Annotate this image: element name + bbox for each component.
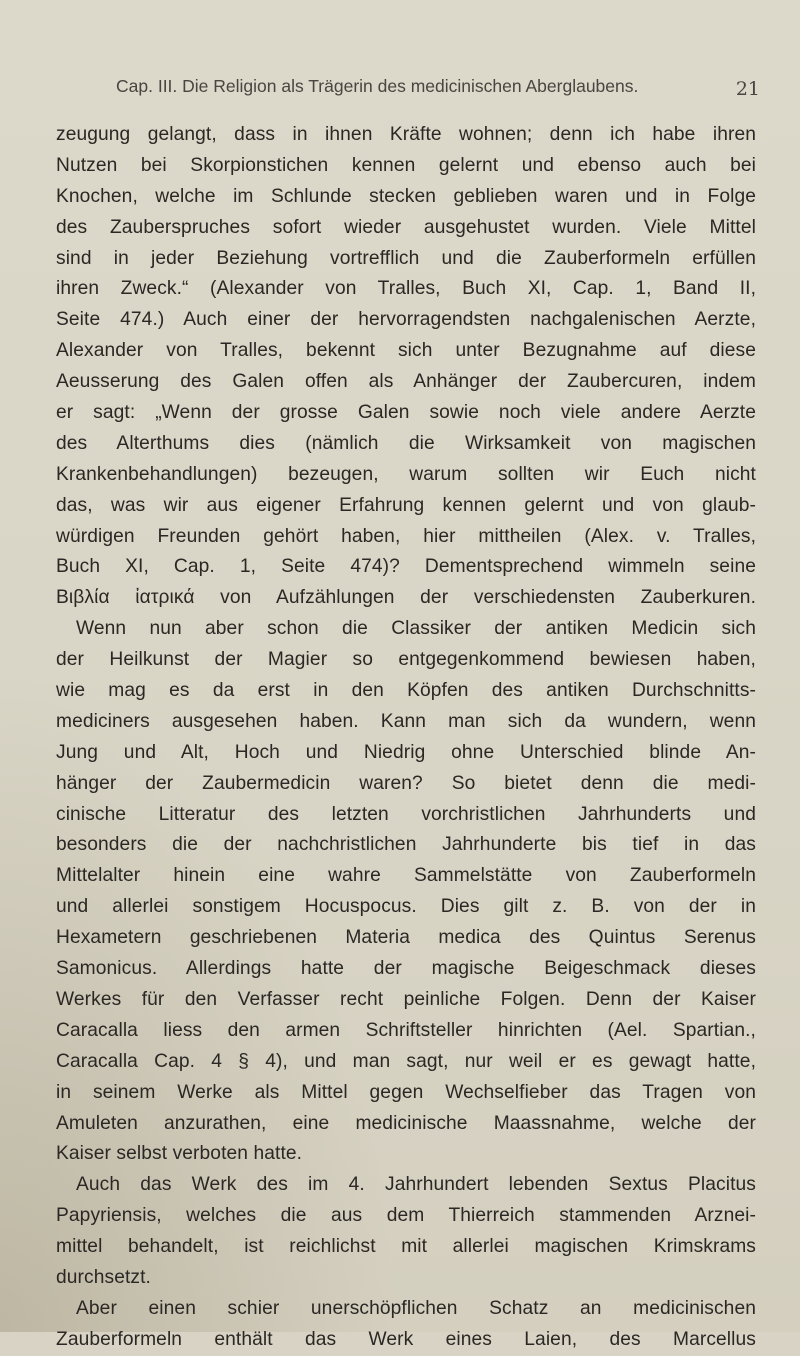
text-line: Seite 474.) Auch einer der hervorragendsten nachgalenischen Aerzte, [56, 309, 756, 331]
text-line: Βιβλία ἰατρικά von Aufzählungen der verschiedensten Zauberkuren. [56, 587, 756, 609]
text-line: durchsetzt. [56, 1266, 151, 1288]
text-line: und allerlei sonstigem Hocuspocus. Dies gilt z. B. von der in [56, 896, 756, 918]
text-line: des Zauberspruches sofort wieder ausgehustet wurden. Viele Mittel [56, 216, 756, 238]
text-line: zeugung gelangt, dass in ihnen Kräfte wohnen; denn ich habe ihren [56, 124, 756, 145]
text-line: Alexander von Tralles, bekennt sich unter Bezugnahme auf diese [56, 340, 756, 362]
text-line: sind in jeder Beziehung vortrefflich und die Zauberformeln erfüllen [56, 247, 756, 269]
text-line: Hexametern geschriebenen Materia medica des Quintus Serenus [56, 927, 756, 949]
text-line: der Heilkunst der Magier so entgegenkommend bewiesen haben, [56, 649, 756, 671]
text-line: Wenn nun aber schon die Classiker der antiken Medicin sich [76, 618, 756, 640]
page-number: 21 [735, 78, 760, 100]
text-line: Buch XI, Cap. 1, Seite 474)? Dementsprechend wimmeln seine [56, 556, 756, 578]
chapter-title: Cap. III. Die Religion als Trägerin des medicinischen Aberglaubens. [116, 76, 639, 96]
text-line: Krankenbehandlungen) bezeugen, warum sollten wir Euch nicht [56, 463, 756, 485]
text-line: Aber einen schier unerschöpflichen Schatz an medicinischen [76, 1297, 756, 1319]
text-line: Amuleten anzurathen, eine medicinische Maassnahme, welche der [56, 1112, 756, 1134]
text-line: Zauberformeln enthält das Werk eines Laien, des Marcellus [56, 1328, 756, 1350]
body-text [56, 120, 756, 1356]
text-line: Werkes für den Verfasser recht peinliche Folgen. Denn der Kaiser [56, 988, 756, 1010]
text-line: das, was wir aus eigener Erfahrung kennen gelernt und von glaub- [56, 494, 756, 516]
running-header [116, 76, 760, 100]
text-line: hänger der Zaubermedicin waren? So bietet denn die medi- [56, 772, 756, 794]
text-line: besonders die der nachchristlichen Jahrhunderte bis tief in das [56, 834, 756, 856]
text-line: Knochen, welche im Schlunde stecken geblieben waren und in Folge [56, 185, 756, 207]
text-line: er sagt: „Wenn der grosse Galen sowie noch viele andere Aerzte [56, 402, 756, 424]
text-line: Papyriensis, welches die aus dem Thierreich stammenden Arznei- [56, 1205, 756, 1227]
text-line: des Alterthums dies (nämlich die Wirksamkeit von magischen [56, 432, 756, 454]
text-line: Nutzen bei Skorpionstichen kennen gelernt und ebenso auch bei [56, 154, 756, 176]
text-line: Aeusserung des Galen offen als Anhänger der Zaubercuren, indem [56, 371, 756, 393]
text-line: mediciners ausgesehen haben. Kann man sich da wundern, wenn [56, 710, 756, 732]
text-line: Mittelalter hinein eine wahre Sammelstätte von Zauberformeln [56, 865, 756, 887]
text-line: Jung und Alt, Hoch und Niedrig ohne Unterschied blinde An- [56, 741, 756, 763]
text-line: Caracalla liess den armen Schriftsteller hinrichten (Ael. Spartian., [56, 1019, 756, 1041]
text-line: Caracalla Cap. 4 § 4), und man sagt, nur weil er es gewagt hatte, [56, 1050, 756, 1072]
text-line: ihren Zweck.“ (Alexander von Tralles, Buch XI, Cap. 1, Band II, [56, 278, 756, 300]
text-line: Samonicus. Allerdings hatte der magische Beigeschmack dieses [56, 958, 756, 980]
text-line: Kaiser selbst verboten hatte. [56, 1143, 303, 1165]
text-line: würdigen Freunden gehört haben, hier mittheilen (Alex. v. Tralles, [56, 525, 756, 547]
text-line: in seinem Werke als Mittel gegen Wechselfieber das Tragen von [56, 1081, 756, 1103]
text-line: wie mag es da erst in den Köpfen des antiken Durchschnitts- [56, 680, 756, 702]
text-line: Auch das Werk des im 4. Jahrhundert lebenden Sextus Placitus [76, 1174, 756, 1196]
text-line: cinische Litteratur des letzten vorchristlichen Jahrhunderts und [56, 803, 756, 825]
text-line: mittel behandelt, ist reichlichst mit allerlei magischen Krimskrams [56, 1236, 756, 1258]
